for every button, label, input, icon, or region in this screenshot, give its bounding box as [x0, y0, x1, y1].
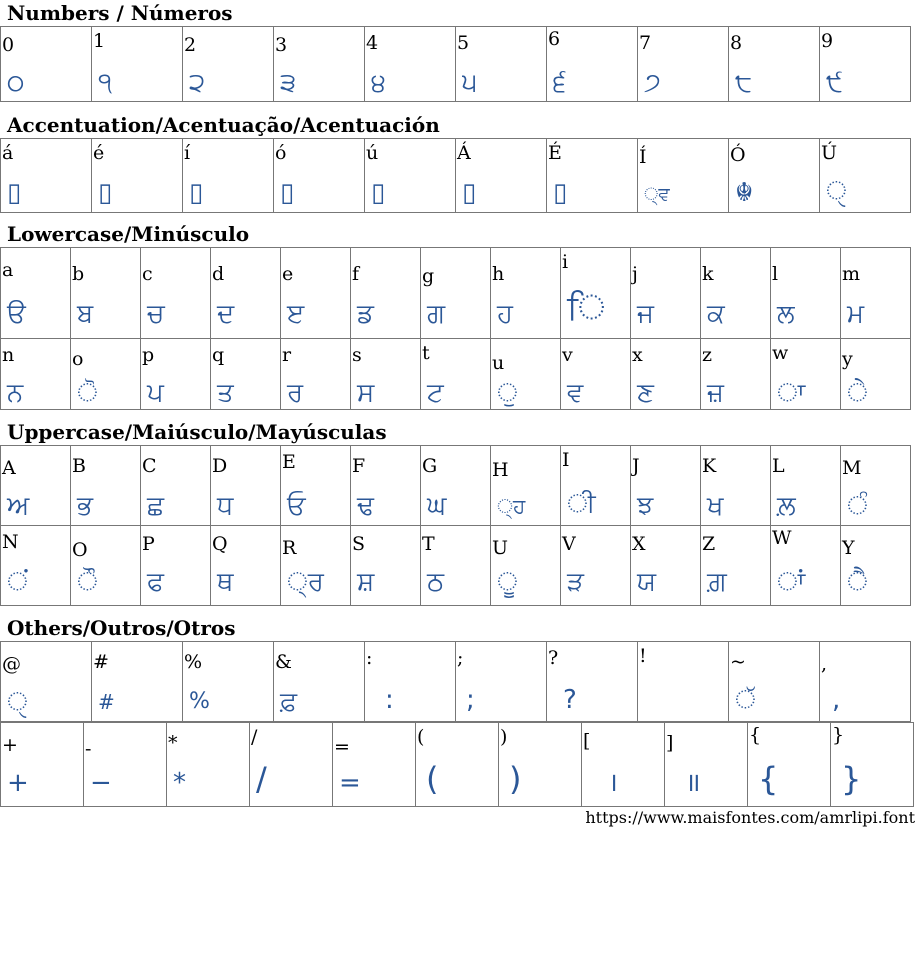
key-label: *	[168, 732, 178, 754]
key-label: ?	[548, 647, 559, 669]
glyph-char: ਡ	[357, 299, 374, 329]
key-label: Ó	[730, 144, 746, 166]
glyph-cell	[141, 339, 211, 410]
glyph-cell	[771, 339, 841, 410]
glyph-cell	[491, 526, 561, 606]
key-label: h	[492, 263, 505, 285]
glyph-char: +	[7, 768, 29, 798]
glyph-cell	[491, 446, 561, 526]
glyph-cell	[638, 27, 729, 102]
section-title-numbers: Numbers / Números	[7, 1, 233, 25]
glyph-cell	[561, 446, 631, 526]
key-label: A	[2, 457, 16, 479]
glyph-char: ੑ	[7, 687, 28, 717]
key-label: y	[842, 348, 853, 370]
key-label: R	[282, 537, 297, 559]
glyph-cell	[631, 526, 701, 606]
glyph-char: ਵ	[567, 378, 584, 408]
key-label: 2	[184, 34, 197, 56]
key-label: )	[500, 726, 508, 748]
key-label: %	[184, 651, 203, 673]
key-label: Y	[842, 537, 855, 559]
glyph-cell	[281, 339, 351, 410]
glyph-cell	[211, 446, 281, 526]
glyph-cell	[820, 139, 911, 213]
glyph-cell	[499, 723, 582, 807]
key-label: T	[422, 533, 435, 555]
key-label: 6	[548, 28, 561, 50]
glyph-char: ੦	[7, 68, 25, 98]
glyph-cell	[638, 642, 729, 722]
key-label: [	[583, 730, 591, 752]
glyph-char: ਹ	[497, 299, 513, 329]
key-label: I	[562, 449, 570, 471]
glyph-char: ੲ	[287, 299, 305, 329]
key-label: !	[639, 645, 647, 667]
key-label: M	[842, 457, 862, 479]
key-label: N	[2, 531, 19, 553]
glyph-cell	[831, 723, 914, 807]
glyph-char: ਣ	[637, 378, 654, 408]
glyph-char: ੂ	[497, 567, 518, 597]
glyph-cell	[71, 526, 141, 606]
glyph-cell	[351, 446, 421, 526]
key-label: g	[422, 265, 435, 287]
key-label: s	[352, 344, 362, 366]
key-label: k	[702, 263, 714, 285]
glyph-cell	[183, 139, 274, 213]
glyph-cell	[211, 526, 281, 606]
glyph-char: ਝ	[637, 491, 654, 521]
glyph-cell	[820, 642, 911, 722]
key-label: Q	[212, 533, 228, 555]
key-label: l	[772, 263, 779, 285]
key-label: á	[2, 142, 14, 164]
glyph-cell	[701, 526, 771, 606]
glyph-cell	[1, 339, 71, 410]
glyph-char: }	[841, 760, 862, 798]
key-label: e	[282, 263, 294, 285]
key-label: H	[492, 459, 509, 481]
key-label: 0	[2, 34, 15, 56]
glyph-char: ਗ	[427, 299, 446, 329]
glyph-char: ,	[832, 685, 841, 715]
key-label: z	[702, 344, 713, 366]
glyph-cell	[701, 339, 771, 410]
lowercase-grid	[0, 247, 911, 410]
glyph-char: ▯	[98, 178, 113, 208]
glyph-char: ੑ	[826, 176, 847, 206]
glyph-cell	[547, 27, 638, 102]
key-label: G	[422, 455, 438, 477]
key-label: q	[212, 344, 225, 366]
others-grid-row1	[0, 641, 911, 722]
glyph-char: ▯	[189, 178, 204, 208]
glyph-char: ਖ	[707, 491, 724, 521]
glyph-char: ਘ	[427, 491, 447, 521]
glyph-cell	[365, 139, 456, 213]
key-label: U	[492, 537, 509, 559]
glyph-cell	[771, 446, 841, 526]
key-label: b	[72, 263, 85, 285]
section-title-accentuation: Accentuation/Acentuação/Acentuación	[7, 113, 440, 137]
glyph-char: −	[90, 768, 112, 798]
glyph-cell	[365, 27, 456, 102]
glyph-cell	[416, 723, 499, 807]
glyph-cell	[631, 339, 701, 410]
glyph-char: ਠ	[427, 567, 445, 597]
glyph-char: ਜ਼	[707, 378, 724, 408]
glyph-char: ਨ	[7, 378, 24, 408]
glyph-cell	[631, 446, 701, 526]
glyph-char: ਾ	[777, 378, 806, 408]
accentuation-grid	[0, 138, 911, 213]
glyph-cell	[71, 446, 141, 526]
key-label: n	[2, 344, 15, 366]
glyph-cell	[582, 723, 665, 807]
glyph-char: ੬	[553, 68, 567, 98]
key-label: J	[632, 455, 640, 477]
glyph-cell	[638, 139, 729, 213]
key-label: Ú	[821, 142, 838, 164]
glyph-cell	[274, 139, 365, 213]
glyph-char: ੨	[189, 68, 206, 98]
glyph-cell	[250, 723, 333, 807]
glyph-cell	[167, 723, 250, 807]
key-label: í	[184, 142, 191, 164]
glyph-char: ▯	[371, 178, 386, 208]
key-label: -	[85, 738, 92, 760]
glyph-cell	[183, 642, 274, 722]
glyph-char: ੌ	[77, 567, 98, 597]
glyph-char: ਭ	[77, 491, 93, 521]
glyph-char: =	[339, 768, 361, 798]
glyph-char: ੩	[280, 68, 297, 98]
glyph-cell	[71, 248, 141, 339]
glyph-cell	[274, 642, 365, 722]
glyph-char: ਲ਼	[777, 491, 796, 521]
glyph-cell	[421, 446, 491, 526]
glyph-char: ੍ਰ	[287, 567, 324, 597]
glyph-char: ਕ	[707, 299, 725, 329]
glyph-cell	[841, 339, 911, 410]
key-label: p	[142, 344, 155, 366]
glyph-char: ਬ	[77, 299, 94, 329]
key-label: Z	[702, 533, 716, 555]
glyph-char: ▯	[280, 178, 295, 208]
glyph-char: (	[426, 760, 439, 798]
key-label: t	[422, 342, 430, 364]
glyph-char: ਲ	[777, 299, 795, 329]
glyph-cell	[701, 446, 771, 526]
key-label: a	[2, 259, 14, 281]
glyph-cell	[421, 339, 491, 410]
key-label: i	[562, 251, 569, 273]
key-label: u	[492, 352, 505, 374]
glyph-cell	[665, 723, 748, 807]
glyph-char: *	[173, 768, 186, 798]
key-label: ,	[821, 653, 828, 675]
key-label: Á	[457, 142, 471, 164]
key-label: P	[142, 533, 155, 555]
key-label: é	[93, 142, 105, 164]
glyph-cell	[351, 248, 421, 339]
glyph-char: ੍ਵ	[644, 184, 670, 205]
glyph-char: ।	[608, 768, 618, 798]
glyph-char: ?	[563, 685, 577, 715]
glyph-cell	[421, 526, 491, 606]
glyph-cell	[456, 642, 547, 722]
key-label: W	[772, 527, 792, 549]
glyph-cell	[281, 248, 351, 339]
glyph-cell	[421, 248, 491, 339]
key-label: C	[142, 455, 157, 477]
glyph-cell	[281, 526, 351, 606]
others-grid-row2	[0, 722, 914, 807]
glyph-char: ੁ	[497, 378, 518, 408]
glyph-char: ਮ	[847, 299, 865, 329]
glyph-char: ਥ	[217, 567, 234, 597]
key-label: F	[352, 455, 366, 477]
glyph-cell	[841, 526, 911, 606]
glyph-char: ਚ	[147, 299, 165, 329]
key-label: X	[632, 533, 646, 555]
glyph-cell	[561, 248, 631, 339]
key-label: v	[562, 344, 573, 366]
glyph-cell	[1, 642, 92, 722]
key-label: 8	[730, 32, 743, 54]
key-label: c	[142, 263, 153, 285]
key-label: x	[632, 344, 643, 366]
key-label: L	[772, 455, 785, 477]
glyph-char: ▯	[553, 178, 568, 208]
glyph-char: ਪ	[147, 378, 164, 408]
glyph-char: {	[758, 760, 779, 798]
glyph-char: ਫ	[147, 567, 164, 597]
key-label: r	[282, 344, 292, 366]
glyph-char: ਢ	[357, 491, 374, 521]
glyph-cell	[351, 526, 421, 606]
glyph-char: ੇ	[847, 378, 868, 408]
key-label: 5	[457, 32, 470, 54]
glyph-char: ਟ	[427, 378, 444, 408]
glyph-cell	[1, 27, 92, 102]
glyph-cell	[729, 642, 820, 722]
glyph-char: ੀ	[567, 489, 596, 519]
key-label: S	[352, 533, 366, 555]
glyph-char: ੋ	[77, 378, 98, 408]
glyph-cell	[92, 27, 183, 102]
key-label: ó	[275, 142, 287, 164]
key-label: B	[72, 455, 86, 477]
glyph-char: %	[189, 689, 210, 714]
key-label: }	[832, 724, 845, 746]
glyph-char: ▯	[7, 178, 22, 208]
glyph-cell	[841, 248, 911, 339]
glyph-char: ਾਂ	[777, 567, 806, 597]
key-label: (	[417, 726, 425, 748]
glyph-cell	[211, 248, 281, 339]
key-label: 4	[366, 32, 379, 54]
glyph-char: ਗ਼	[707, 567, 727, 597]
glyph-cell	[351, 339, 421, 410]
footer-url[interactable]: https://www.maisfontes.com/amrlipi.font	[585, 808, 915, 827]
glyph-cell	[365, 642, 456, 722]
glyph-char: ਧ	[217, 491, 234, 521]
glyph-cell	[1, 248, 71, 339]
glyph-cell	[701, 248, 771, 339]
glyph-char: ਫ਼	[280, 687, 298, 717]
glyph-cell	[547, 642, 638, 722]
key-label: ]	[666, 732, 674, 754]
glyph-char: ੭	[644, 68, 661, 98]
key-label: :	[366, 647, 373, 669]
key-label: 3	[275, 34, 288, 56]
glyph-char: ੱ	[735, 685, 756, 715]
glyph-char: #	[98, 690, 115, 714]
glyph-cell	[274, 27, 365, 102]
glyph-cell	[71, 339, 141, 410]
key-label: 1	[93, 30, 106, 52]
section-title-uppercase: Uppercase/Maiúsculo/Mayúsculas	[7, 420, 387, 444]
key-label: j	[632, 263, 638, 285]
glyph-char: /	[256, 760, 267, 798]
section-title-others: Others/Outros/Otros	[7, 616, 236, 640]
glyph-cell	[561, 339, 631, 410]
glyph-cell	[211, 339, 281, 410]
section-title-lowercase: Lowercase/Minúsculo	[7, 222, 250, 246]
glyph-cell	[841, 446, 911, 526]
glyph-char: ਸ਼	[357, 567, 375, 597]
glyph-char: ੈ	[847, 567, 868, 597]
glyph-char: ਰ	[287, 378, 304, 408]
glyph-char: ॥	[685, 768, 701, 798]
glyph-cell	[1, 446, 71, 526]
key-label: {	[749, 724, 762, 746]
glyph-cell	[771, 248, 841, 339]
glyph-char: ੮	[735, 68, 753, 98]
glyph-char: ੳ	[7, 299, 26, 329]
glyph-cell	[281, 446, 351, 526]
glyph-char: ਂ	[7, 567, 28, 597]
glyph-char: ਤ	[217, 378, 234, 408]
glyph-cell	[771, 526, 841, 606]
glyph-cell	[456, 139, 547, 213]
key-label: @	[2, 653, 21, 675]
glyph-char: ੧	[98, 68, 113, 98]
glyph-char: )	[509, 760, 522, 798]
glyph-char: :	[385, 685, 394, 715]
glyph-cell	[92, 642, 183, 722]
glyph-char: ੯	[826, 68, 844, 98]
glyph-cell	[333, 723, 416, 807]
key-label: É	[548, 142, 562, 164]
key-label: o	[72, 348, 84, 370]
key-label: Í	[639, 146, 647, 168]
glyph-cell	[561, 526, 631, 606]
uppercase-grid	[0, 445, 911, 606]
glyph-char: ਿ	[567, 288, 606, 328]
key-label: K	[702, 455, 717, 477]
glyph-char: ਜ	[637, 299, 654, 329]
glyph-cell	[1, 139, 92, 213]
glyph-char: ੍ਹ	[497, 494, 526, 518]
glyph-char: ਅ	[7, 491, 30, 521]
key-label: /	[251, 726, 258, 748]
glyph-char: ਓ	[287, 491, 306, 521]
glyph-cell	[141, 526, 211, 606]
key-label: E	[282, 451, 296, 473]
key-label: ;	[457, 647, 464, 669]
glyph-cell	[491, 339, 561, 410]
key-label: m	[842, 263, 861, 285]
glyph-cell	[92, 139, 183, 213]
glyph-cell	[183, 27, 274, 102]
glyph-char: ਯ	[637, 567, 657, 597]
glyph-cell	[631, 248, 701, 339]
key-label: ú	[366, 142, 379, 164]
glyph-char: ਦ	[217, 299, 235, 329]
key-label: f	[352, 263, 360, 285]
key-label: #	[93, 651, 109, 673]
numbers-grid	[0, 26, 911, 102]
glyph-cell	[547, 139, 638, 213]
key-label: V	[562, 533, 576, 555]
glyph-char: ੫	[462, 68, 478, 98]
key-label: +	[2, 734, 18, 756]
glyph-cell	[1, 526, 71, 606]
glyph-char: ਛ	[147, 491, 165, 521]
key-label: O	[72, 539, 88, 561]
glyph-char: ੪	[371, 68, 386, 98]
key-label: D	[212, 455, 228, 477]
glyph-cell	[84, 723, 167, 807]
glyph-cell	[456, 27, 547, 102]
glyph-char: ੜ	[567, 567, 584, 597]
glyph-cell	[491, 248, 561, 339]
glyph-cell	[1, 723, 84, 807]
glyph-char: ☬	[735, 178, 754, 208]
key-label: 9	[821, 30, 834, 52]
glyph-char: ▯	[462, 178, 477, 208]
glyph-cell	[729, 139, 820, 213]
key-label: =	[334, 736, 350, 758]
key-label: ~	[730, 651, 746, 673]
glyph-char: ;	[466, 685, 475, 715]
key-label: d	[212, 263, 225, 285]
glyph-cell	[820, 27, 911, 102]
key-label: &	[275, 651, 292, 673]
key-label: w	[772, 342, 789, 364]
glyph-char: ੰ	[847, 491, 868, 521]
glyph-cell	[141, 446, 211, 526]
glyph-cell	[141, 248, 211, 339]
glyph-cell	[748, 723, 831, 807]
glyph-char: ਸ	[357, 378, 375, 408]
glyph-cell	[729, 27, 820, 102]
key-label: 7	[639, 32, 652, 54]
